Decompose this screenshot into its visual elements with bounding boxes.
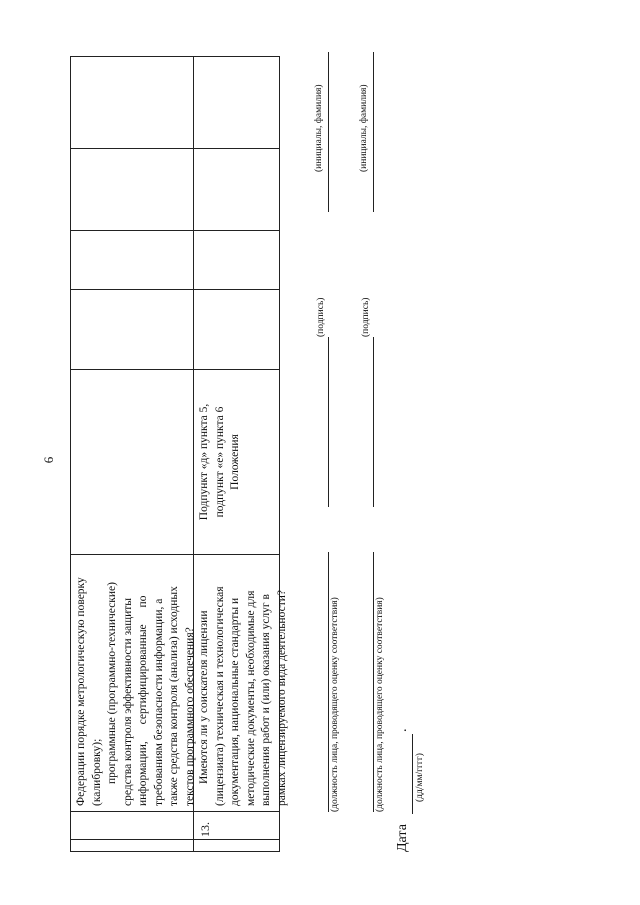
text-line: требованиям безопасности информации, а [152, 598, 165, 806]
name-line [373, 52, 374, 212]
name-caption: (инициалы, фамилия) [359, 84, 369, 172]
signature-line [328, 337, 329, 507]
text-line: рамках лицензируемого вида деятельности? [275, 589, 288, 806]
signature-row-2 [353, 52, 383, 812]
assessment-table [70, 56, 288, 852]
signature-row-1 [308, 52, 338, 812]
table-col-line [70, 56, 280, 57]
table-col-line [70, 811, 280, 812]
position-line [373, 552, 374, 812]
date-line [412, 734, 413, 814]
text-line: (лицензиата) техническая и технологическая [213, 586, 226, 806]
date-format-caption: (дд/мм/гггг) [415, 753, 425, 802]
row12-question-text [74, 560, 198, 806]
table-col-line [70, 369, 280, 370]
table-col-line [70, 289, 280, 290]
row13-number: 13. [198, 822, 212, 837]
text-line: средства контроля эффективности защиты [121, 598, 134, 806]
rotated-landscape-content [70, 56, 630, 852]
text-line: выполнения работ и (или) оказания услуг в [260, 594, 272, 806]
text-line: Положения [229, 434, 241, 490]
row13-question-text [197, 560, 290, 806]
page-number: 6 [41, 456, 56, 464]
text-line: информации, сертифицированные по [137, 595, 149, 806]
text-line: также средства контроля (анализа) исходных [168, 586, 180, 806]
name-line [328, 52, 329, 212]
table-col-line [70, 851, 280, 852]
table-col-line [70, 230, 280, 231]
position-caption: (должность лица, проводящего оценку соответствия) [375, 597, 385, 812]
date-label: Дата [395, 824, 410, 852]
name-caption: (инициалы, фамилия) [314, 84, 324, 172]
table-col-line [70, 554, 280, 555]
signature-caption: (подпись) [361, 297, 371, 337]
text-line: документация, национальные стандарты и [229, 597, 241, 806]
text-line: (калибровку); [90, 738, 103, 806]
text-line: подпункт «е» пункта 6 [213, 406, 226, 518]
text-line: Подпункт «д» пункта 5, [198, 403, 210, 521]
position-caption: (должность лица, проводящего оценку соответствия) [330, 597, 340, 812]
date-trailing-dot: . [395, 728, 410, 732]
table-col-line [70, 839, 280, 840]
position-line [328, 552, 329, 812]
signature-caption: (подпись) [316, 297, 326, 337]
signature-line [373, 337, 374, 507]
row13-reference [197, 374, 244, 550]
text-line: методические документы, необходимые для [244, 590, 257, 806]
text-line: Федерации порядке метрологическую поверку [75, 577, 87, 806]
text-line: программные (программно-технические) [106, 582, 118, 784]
table-col-line [70, 148, 280, 149]
text-line: текстов программного обеспечения? [183, 627, 196, 806]
text-line: Имеются ли у соискателя лицензии [198, 610, 210, 784]
